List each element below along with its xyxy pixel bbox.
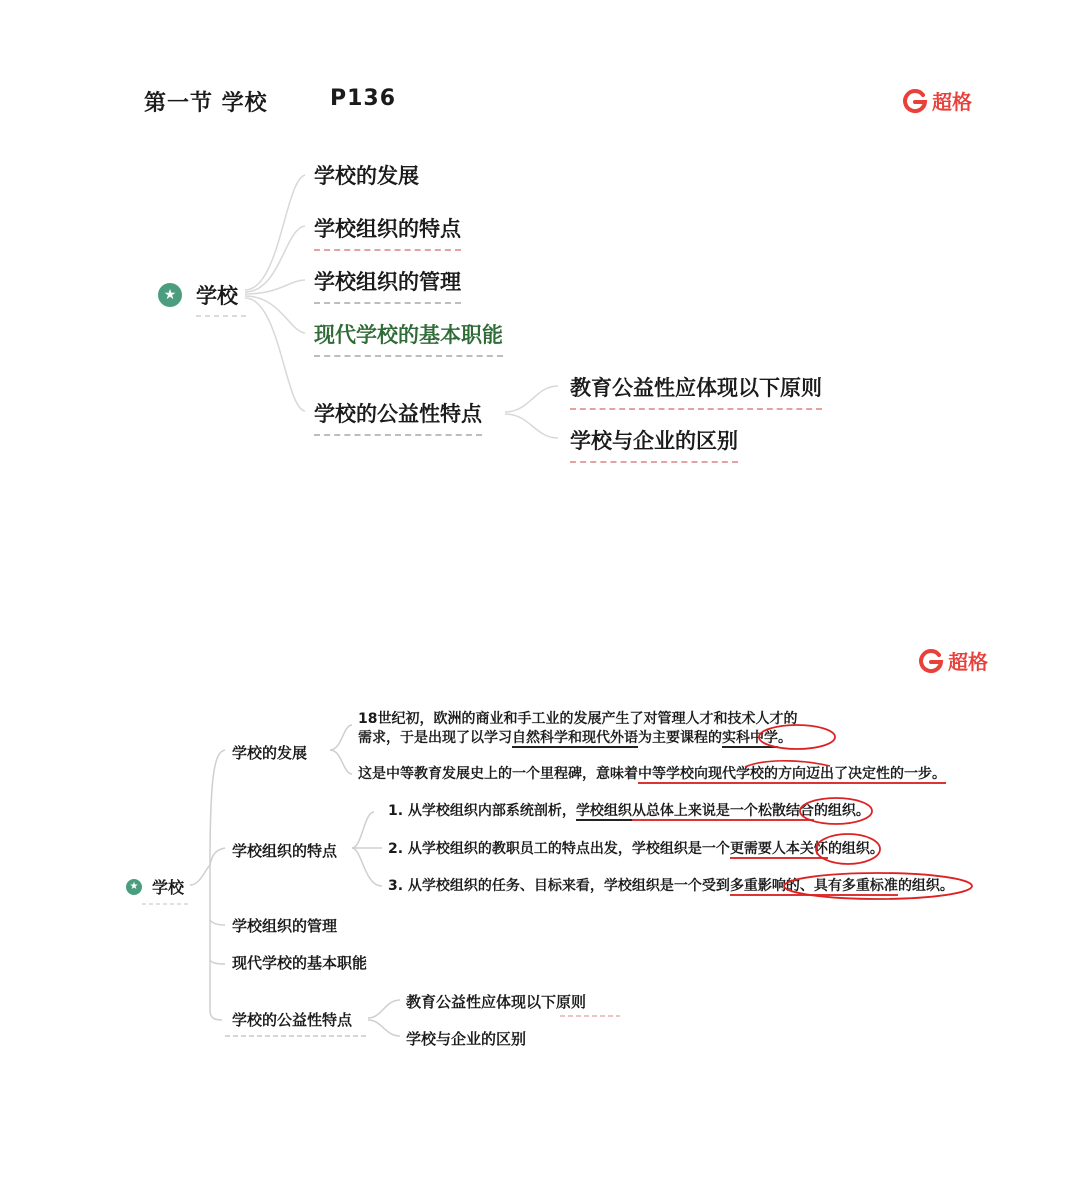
bottom-branch-development: 学校的发展 xyxy=(232,744,308,762)
note-text: 的组织。 xyxy=(813,803,870,819)
section-title: 第一节 学校 xyxy=(144,91,268,116)
top-branch-functions: 现代学校的基本职能 xyxy=(314,319,503,357)
top-branch-development: 学校的发展 xyxy=(314,164,419,188)
top-sub-principles: 教育公益性应体现以下原则 xyxy=(570,372,822,410)
note-text: 这是中等教育发展史上的一个里程碑，意味着 xyxy=(358,766,638,782)
note-text: 从总体上来说是一个 xyxy=(631,803,758,819)
star-badge-icon: ★ xyxy=(126,879,142,895)
note-text: 。 xyxy=(778,730,792,746)
top-branch-public-welfare: 学校的公益性特点 xyxy=(314,398,482,436)
note-text: 1. 从学校组织内部系统剖析， xyxy=(388,803,576,819)
brand-name: 超格 xyxy=(932,90,972,114)
bottom-branch-functions: 现代学校的基本职能 xyxy=(232,954,368,972)
bottom-root-label: 学校 xyxy=(152,878,185,897)
bottom-sub-principles: 教育公益性应体现以下原则 xyxy=(406,993,587,1011)
bottom-branch-management: 学校组织的管理 xyxy=(232,917,338,935)
top-branch-features: 学校组织的特点 xyxy=(314,213,461,251)
note-text: 3. 从学校组织的任务、目标来看，学校组织是一个受到 xyxy=(388,878,730,894)
note-text: 需求，于是出现了以学习 xyxy=(358,730,512,746)
top-root-label: 学校 xyxy=(196,284,238,308)
page-reference: P136 xyxy=(330,86,397,111)
note-text: 的组织。 xyxy=(897,878,954,894)
note-text: 为主要课程的 xyxy=(638,730,722,746)
brand-name-bottom: 超格 xyxy=(948,650,988,674)
note-handwritten: 中等学校向现代学校的方向迈出了决定性的一步。 xyxy=(638,766,946,782)
handwritten-annotations xyxy=(0,700,1080,920)
bottom-branch-public-welfare: 学校的公益性特点 xyxy=(232,1011,353,1029)
note-circled: 松散结合 xyxy=(757,803,814,819)
note-text: 2. 从学校组织的教职员工的特点出发，学校组织是一个 xyxy=(388,841,730,857)
note-circled: 多重影响的、具有多重标准 xyxy=(729,878,898,894)
top-branch-management: 学校组织的管理 xyxy=(314,266,461,304)
top-sub-school-vs-enterprise: 学校与企业的区别 xyxy=(570,425,738,463)
note-circled: 更需要人本关怀 xyxy=(729,841,828,857)
note-circled: 实科中学 xyxy=(722,730,778,746)
top-root-node xyxy=(158,280,238,310)
bottom-sub-school-vs-enterprise: 学校与企业的区别 xyxy=(406,1030,527,1048)
note-emphasis: 自然科学和现代外语 xyxy=(512,730,638,746)
bottom-branch-features: 学校组织的特点 xyxy=(232,842,338,860)
brand-logo-bottom xyxy=(918,646,988,675)
star-badge-icon: ★ xyxy=(158,283,182,307)
development-note-line1: 18世纪初，欧洲的商业和手工业的发展产生了对管理人才和技术人才的 xyxy=(358,711,798,727)
note-text: 的组织。 xyxy=(827,841,884,857)
note-emphasis: 学校组织 xyxy=(575,803,632,819)
brand-g-logo-icon xyxy=(918,648,944,674)
